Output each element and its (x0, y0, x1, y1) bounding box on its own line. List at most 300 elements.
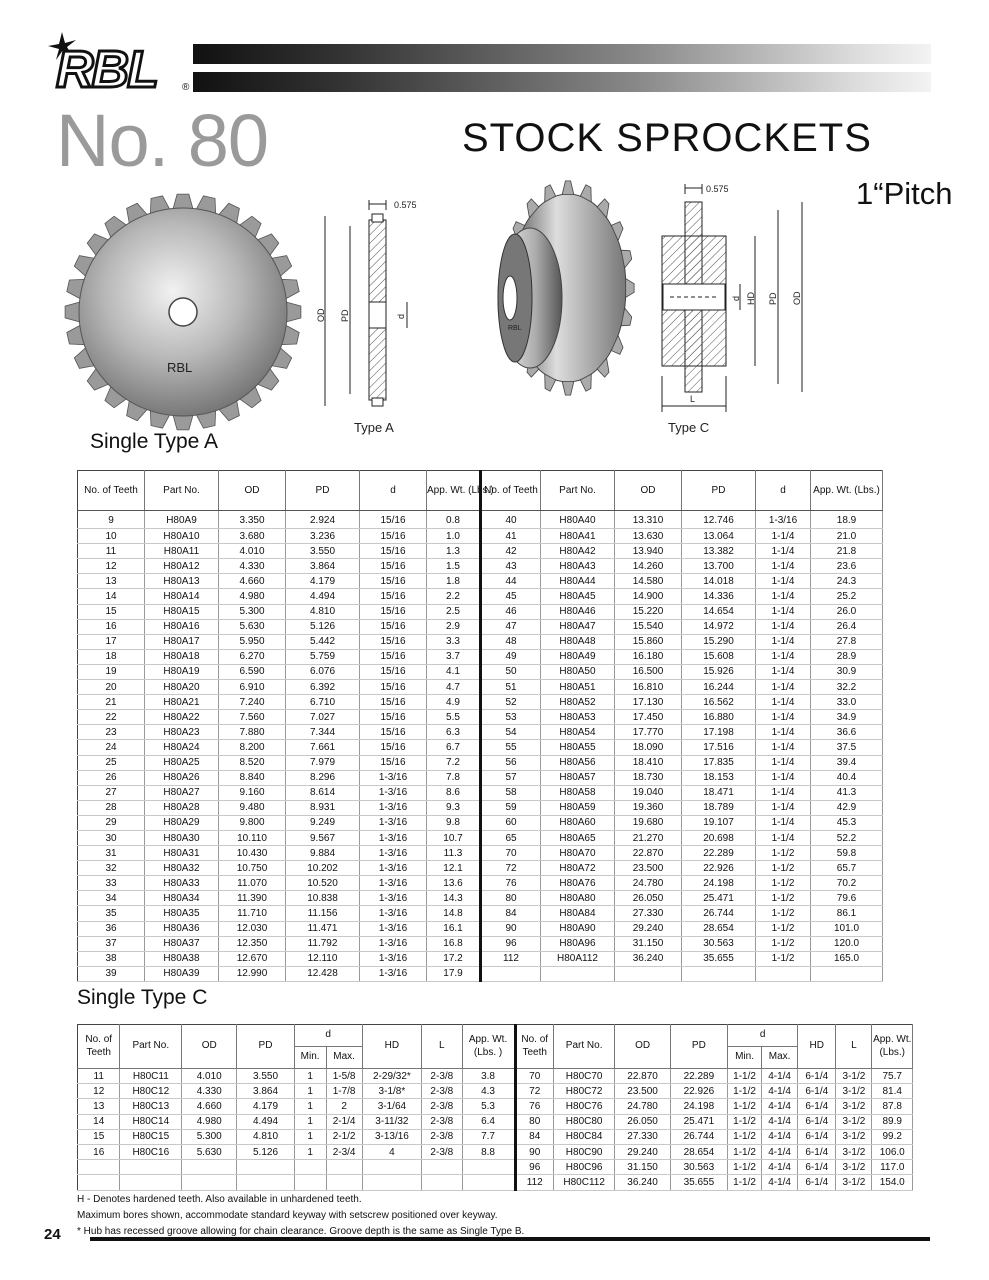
table-cell: 23.500 (615, 1084, 670, 1099)
table-cell: H80A13 (145, 574, 219, 589)
table-cell: 154.0 (872, 1175, 913, 1190)
table-cell: 39 (78, 966, 145, 981)
table-cell: 1-1/2 (728, 1099, 762, 1114)
table-cell: 4.810 (286, 604, 360, 619)
table-cell: 84 (481, 906, 541, 921)
table-cell: 18.789 (682, 800, 756, 815)
table-cell: 27.330 (615, 906, 682, 921)
table-cell: 57 (481, 770, 541, 785)
table-cell: 15/16 (360, 604, 427, 619)
table-cell: 4-1/4 (762, 1144, 798, 1159)
table-cell: 29.240 (615, 921, 682, 936)
table-cell: 8.520 (219, 755, 286, 770)
table-cell: 28.9 (811, 649, 883, 664)
table-cell: 86.1 (811, 906, 883, 921)
table-cell: 1 (294, 1099, 326, 1114)
header-cell: Teeth (522, 1046, 547, 1058)
table-cell: 12.350 (219, 936, 286, 951)
table-cell: 4.980 (182, 1114, 237, 1129)
table-cell: 2-1/2 (326, 1129, 362, 1144)
table-cell: H80A30 (145, 830, 219, 845)
table-cell: H80C15 (120, 1129, 182, 1144)
table-cell: 4.179 (286, 574, 360, 589)
table-cell: 7.2 (427, 755, 481, 770)
table-cell: 21.270 (615, 830, 682, 845)
table-cell: 42 (481, 544, 541, 559)
table-cell: 52.2 (811, 830, 883, 845)
table-cell: H80A11 (145, 544, 219, 559)
header-cell: OD (219, 471, 286, 511)
table-cell: 1-3/16 (360, 921, 427, 936)
table-cell: 3-13/16 (362, 1129, 421, 1144)
table-cell: 21.0 (811, 529, 883, 544)
table-cell: 1.8 (427, 574, 481, 589)
table-cell: 15 (78, 1129, 120, 1144)
table-cell (541, 966, 615, 981)
table-cell: 24.198 (682, 876, 756, 891)
table-cell: 5.630 (219, 619, 286, 634)
table-cell: 11.710 (219, 906, 286, 921)
footnote-hub: * Hub has recessed groove allowing for chain clearance. Groove depth is the same as Single Type B. (77, 1226, 525, 1237)
table-cell: 26.050 (615, 891, 682, 906)
table-cell: 15.220 (615, 604, 682, 619)
table-cell: 44 (481, 574, 541, 589)
table-row (78, 574, 883, 589)
table-cell: 22.870 (615, 1069, 670, 1084)
table-cell: 39.4 (811, 755, 883, 770)
table-cell: 1-1/4 (756, 619, 811, 634)
table-cell: 1.5 (427, 559, 481, 574)
table-cell: 49 (481, 649, 541, 664)
table-cell: 21.8 (811, 544, 883, 559)
table-cell: 1-1/2 (756, 891, 811, 906)
table-cell: 1 (294, 1069, 326, 1084)
table-cell: 9.480 (219, 800, 286, 815)
table-cell (237, 1160, 294, 1175)
table-cell: H80A29 (145, 815, 219, 830)
table-cell: 2-29/32* (362, 1069, 421, 1084)
table-cell: 70 (481, 846, 541, 861)
table-cell: 11.3 (427, 846, 481, 861)
table-cell (481, 966, 541, 981)
header-cell: No. of Teeth (78, 471, 145, 511)
table-row (78, 861, 883, 876)
header-cell: App. Wt. (Lbs.) (811, 471, 883, 511)
table-cell: 89.9 (872, 1114, 913, 1129)
header-cell: PD (682, 471, 756, 511)
table-cell: 14.018 (682, 574, 756, 589)
table-cell: 15/16 (360, 514, 427, 529)
table-cell: 6.392 (286, 680, 360, 695)
table-cell: 1-3/16 (360, 815, 427, 830)
header-gradient-bar-bottom (193, 72, 931, 92)
table-cell: 40.4 (811, 770, 883, 785)
table-cell: 3-1/2 (836, 1144, 872, 1159)
table-cell: H80A72 (541, 861, 615, 876)
table-cell: 19.680 (615, 815, 682, 830)
table-cell: 22.926 (682, 861, 756, 876)
table-cell: 1-1/2 (756, 936, 811, 951)
table-cell: 60 (481, 815, 541, 830)
table-cell: 14.580 (615, 574, 682, 589)
table-cell: 31.150 (615, 936, 682, 951)
table-cell: 20 (78, 680, 145, 695)
table-cell: 1 (294, 1144, 326, 1159)
pitch-label: 1“Pitch (856, 176, 953, 211)
table-cell: 4.010 (219, 544, 286, 559)
table-cell: 30.563 (682, 936, 756, 951)
table-cell: 13.630 (615, 529, 682, 544)
table-cell: 7.344 (286, 725, 360, 740)
table-cell: 17.2 (427, 951, 481, 966)
table-row (78, 921, 883, 936)
table-cell: 11.390 (219, 891, 286, 906)
table-cell: H80A47 (541, 619, 615, 634)
footnote-bores: Maximum bores shown, accommodate standard keyway with setscrew positioned over keyway. (77, 1210, 498, 1221)
table-cell: H80A19 (145, 664, 219, 679)
table-cell: 4.660 (219, 574, 286, 589)
table-row (78, 710, 883, 725)
table-cell: 4.179 (237, 1099, 294, 1114)
sprocket-type-a-image (65, 194, 301, 430)
table-cell: 25 (78, 755, 145, 770)
table-row (78, 514, 883, 529)
table-cell: 52 (481, 695, 541, 710)
sprocket-type-c-image (498, 181, 634, 395)
table-cell: 14.654 (682, 604, 756, 619)
table-cell: H80A76 (541, 876, 615, 891)
table-cell: 72 (515, 1084, 553, 1099)
table-row (78, 1069, 913, 1084)
table-cell: H80A70 (541, 846, 615, 861)
table-cell: H80A12 (145, 559, 219, 574)
table-cell: 8.6 (427, 785, 481, 800)
table-cell: 17.9 (427, 966, 481, 981)
table-cell: 65.7 (811, 861, 883, 876)
table-row (78, 951, 883, 966)
table-cell: 6.7 (427, 740, 481, 755)
table-cell: 15/16 (360, 634, 427, 649)
table-cell: 1-1/4 (756, 574, 811, 589)
table-cell: 16 (78, 1144, 120, 1159)
table-cell: 14.900 (615, 589, 682, 604)
table-cell: 10.520 (286, 876, 360, 891)
table-row (78, 1144, 913, 1159)
table-cell: 1 (294, 1114, 326, 1129)
table-cell: 7.240 (219, 695, 286, 710)
table-cell: 96 (515, 1160, 553, 1175)
table-cell: 12.1 (427, 861, 481, 876)
table-cell: 18.9 (811, 514, 883, 529)
table-cell: H80A53 (541, 710, 615, 725)
table-cell: H80A22 (145, 710, 219, 725)
type-a-section-drawing (325, 200, 407, 406)
table-cell: H80A45 (541, 589, 615, 604)
table-row (78, 740, 883, 755)
table-cell: 3-1/2 (836, 1175, 872, 1190)
table-cell: 1-1/2 (728, 1175, 762, 1190)
table-cell: 14.8 (427, 906, 481, 921)
table-cell: 70.2 (811, 876, 883, 891)
table-cell: 4.330 (219, 559, 286, 574)
table-cell: 16 (78, 619, 145, 634)
table-cell: 15/16 (360, 725, 427, 740)
table-cell: 1-5/8 (326, 1069, 362, 1084)
table-cell: 9.884 (286, 846, 360, 861)
header-cell: No. of Teeth (481, 471, 541, 511)
table-cell: 165.0 (811, 951, 883, 966)
table-cell: 1-1/4 (756, 680, 811, 695)
table-row (78, 800, 883, 815)
table-cell: 5.442 (286, 634, 360, 649)
table-cell: 0.8 (427, 514, 481, 529)
table-cell: 1-1/4 (756, 725, 811, 740)
table-cell: 1-3/16 (360, 936, 427, 951)
table-cell: 15/16 (360, 649, 427, 664)
table-cell: 1-1/2 (756, 846, 811, 861)
table-cell: 7.661 (286, 740, 360, 755)
table-cell: 3.864 (237, 1084, 294, 1099)
header-cell: (Lbs.) (879, 1046, 906, 1058)
page-title: STOCK SPROCKETS (462, 116, 872, 160)
table-cell: 10.202 (286, 861, 360, 876)
table-row (78, 815, 883, 830)
table-row (78, 1114, 913, 1129)
table-cell: 4-1/4 (762, 1175, 798, 1190)
table-cell: 41.3 (811, 785, 883, 800)
footnotes (77, 1192, 524, 1240)
table-cell (182, 1160, 237, 1175)
dim-d-c: d (731, 295, 741, 301)
header-cell: No. of (85, 1034, 113, 1045)
table-row (78, 1129, 913, 1144)
table-row (78, 785, 883, 800)
table-cell: 72 (481, 861, 541, 876)
table-cell (326, 1160, 362, 1175)
table-cell: 5.5 (427, 710, 481, 725)
table-cell: 46 (481, 604, 541, 619)
table-cell: 1-1/2 (728, 1144, 762, 1159)
table-cell: 18.410 (615, 755, 682, 770)
table-cell: 2-3/8 (422, 1129, 462, 1144)
table-cell: 13.700 (682, 559, 756, 574)
table-cell: H80A36 (145, 921, 219, 936)
dim-pd-c: PD (768, 292, 778, 305)
table-row (78, 604, 883, 619)
table-row (78, 680, 883, 695)
table-cell: 23 (78, 725, 145, 740)
table-cell: 2-3/8 (422, 1114, 462, 1129)
table-cell: H80A40 (541, 514, 615, 529)
table-cell: H80A18 (145, 649, 219, 664)
table-cell: 1-1/4 (756, 785, 811, 800)
table-cell: H80A17 (145, 634, 219, 649)
table-cell (362, 1160, 421, 1175)
sprocket-c-brand: RBL (508, 325, 522, 332)
table-cell: 5.630 (182, 1144, 237, 1159)
table-cell: 15/16 (360, 740, 427, 755)
table-cell: 101.0 (811, 921, 883, 936)
section-title-single-type-c: Single Type C (77, 986, 208, 1009)
table-cell: H80A58 (541, 785, 615, 800)
table-cell: H80A46 (541, 604, 615, 619)
table-cell: 55 (481, 740, 541, 755)
table-cell (78, 1160, 120, 1175)
table-cell: 53 (481, 710, 541, 725)
table-cell: 13.310 (615, 514, 682, 529)
header-cell: L (422, 1025, 462, 1069)
header-cell: Part No. (553, 1025, 615, 1069)
table-cell: 34 (78, 891, 145, 906)
table-cell: 12.990 (219, 966, 286, 981)
table-cell: 14.260 (615, 559, 682, 574)
table-cell: 106.0 (872, 1144, 913, 1159)
table-cell: H80A52 (541, 695, 615, 710)
table-cell: 3.350 (219, 514, 286, 529)
table-cell: 2.924 (286, 514, 360, 529)
table-cell: 13 (78, 574, 145, 589)
table-cell: H80A20 (145, 680, 219, 695)
table-row (78, 906, 883, 921)
table-cell: 34.9 (811, 710, 883, 725)
caption-type-a: Type A (354, 420, 394, 435)
table-cell: H80A51 (541, 680, 615, 695)
table-cell: H80A24 (145, 740, 219, 755)
table-cell: 45 (481, 589, 541, 604)
table-cell: H80A28 (145, 800, 219, 815)
table-cell (294, 1160, 326, 1175)
table-cell: 2.9 (427, 619, 481, 634)
table-cell: 3-1/2 (836, 1084, 872, 1099)
table-cell: 16.880 (682, 710, 756, 725)
table-cell: 6.710 (286, 695, 360, 710)
table-cell: 26.4 (811, 619, 883, 634)
table-cell: 1-1/4 (756, 544, 811, 559)
table-cell: 1-1/4 (756, 634, 811, 649)
table-cell: 6.3 (427, 725, 481, 740)
sprocket-a-brand: RBL (167, 360, 193, 375)
table-cell: 11.156 (286, 906, 360, 921)
table-cell: 17 (78, 634, 145, 649)
sprocket-tooth (562, 382, 574, 396)
table-cell: 14.336 (682, 589, 756, 604)
table-cell: 16.244 (682, 680, 756, 695)
table-cell: H80A21 (145, 695, 219, 710)
table-row (78, 559, 883, 574)
table-cell: 4.660 (182, 1099, 237, 1114)
table-cell: 4.810 (237, 1129, 294, 1144)
table-cell: 1-1/2 (728, 1114, 762, 1129)
header-cell: App. Wt. (468, 1034, 508, 1045)
table-cell: 36.6 (811, 725, 883, 740)
table-cell: 24.780 (615, 1099, 670, 1114)
table-cell: H80A34 (145, 891, 219, 906)
table-cell: 27.8 (811, 634, 883, 649)
table-cell: 24 (78, 740, 145, 755)
table-cell: H80A44 (541, 574, 615, 589)
table-cell: 7.979 (286, 755, 360, 770)
table-cell: 33 (78, 876, 145, 891)
table-cell: H80C90 (553, 1144, 615, 1159)
table-cell: H80A33 (145, 876, 219, 891)
table-cell: 4.330 (182, 1084, 237, 1099)
table-cell: 65 (481, 830, 541, 845)
dim-hd-c: HD (746, 292, 756, 305)
table-cell: 4.494 (237, 1114, 294, 1129)
sprocket-tooth (562, 181, 574, 195)
table-cell: 1-3/16 (360, 891, 427, 906)
header-cell: d (294, 1025, 362, 1047)
table-row (78, 891, 883, 906)
table-cell: 16.562 (682, 695, 756, 710)
table-cell: H80A56 (541, 755, 615, 770)
sprocket-tooth (626, 279, 634, 298)
table-cell: 2-3/8 (422, 1069, 462, 1084)
table-cell: 8.8 (462, 1144, 515, 1159)
table-cell: 17.198 (682, 725, 756, 740)
table-cell: 58 (481, 785, 541, 800)
table-cell: 17.835 (682, 755, 756, 770)
table-cell: 26 (78, 770, 145, 785)
table-cell: 25.471 (682, 891, 756, 906)
table-cell: 29.240 (615, 1144, 670, 1159)
table-cell: 28 (78, 800, 145, 815)
table-cell: H80A49 (541, 649, 615, 664)
table-cell: 1-1/4 (756, 664, 811, 679)
table-cell: 15/16 (360, 695, 427, 710)
table-cell: 1-3/16 (360, 846, 427, 861)
table-cell: 37.5 (811, 740, 883, 755)
table-cell: H80A60 (541, 815, 615, 830)
table-cell: 96 (481, 936, 541, 951)
table-cell: 18 (78, 649, 145, 664)
table-cell: 3.236 (286, 529, 360, 544)
table-cell: 1 (294, 1084, 326, 1099)
header-cell: OD (615, 471, 682, 511)
table-cell: H80A84 (541, 906, 615, 921)
table-cell: 9.8 (427, 815, 481, 830)
dim-d-a: d (396, 313, 406, 319)
table-cell: 5.3 (462, 1099, 515, 1114)
table-cell: 40 (481, 514, 541, 529)
table-cell: 7.027 (286, 710, 360, 725)
table-cell: 28.654 (682, 921, 756, 936)
table-cell: 2 (326, 1099, 362, 1114)
table-cell: 15/16 (360, 589, 427, 604)
table-cell: H80C80 (553, 1114, 615, 1129)
table-cell: 1-1/2 (756, 861, 811, 876)
table-cell: 33.0 (811, 695, 883, 710)
table-cell (422, 1175, 462, 1190)
header-cell: Part No. (541, 471, 615, 511)
table-cell: 35.655 (682, 951, 756, 966)
table-cell: 6.590 (219, 664, 286, 679)
table-cell (120, 1160, 182, 1175)
table-cell: 31.150 (615, 1160, 670, 1175)
registered-mark: ® (182, 82, 190, 93)
table-cell: 32 (78, 861, 145, 876)
table-cell: 10.430 (219, 846, 286, 861)
table-cell: 22 (78, 710, 145, 725)
table-cell: 18.730 (615, 770, 682, 785)
table-cell: 3-1/2 (836, 1129, 872, 1144)
table-cell: H80A112 (541, 951, 615, 966)
table-a-header-row (78, 471, 883, 511)
table-cell: 5.300 (219, 604, 286, 619)
table-cell: 76 (515, 1099, 553, 1114)
footer-rule (90, 1237, 930, 1241)
table-cell (120, 1175, 182, 1190)
